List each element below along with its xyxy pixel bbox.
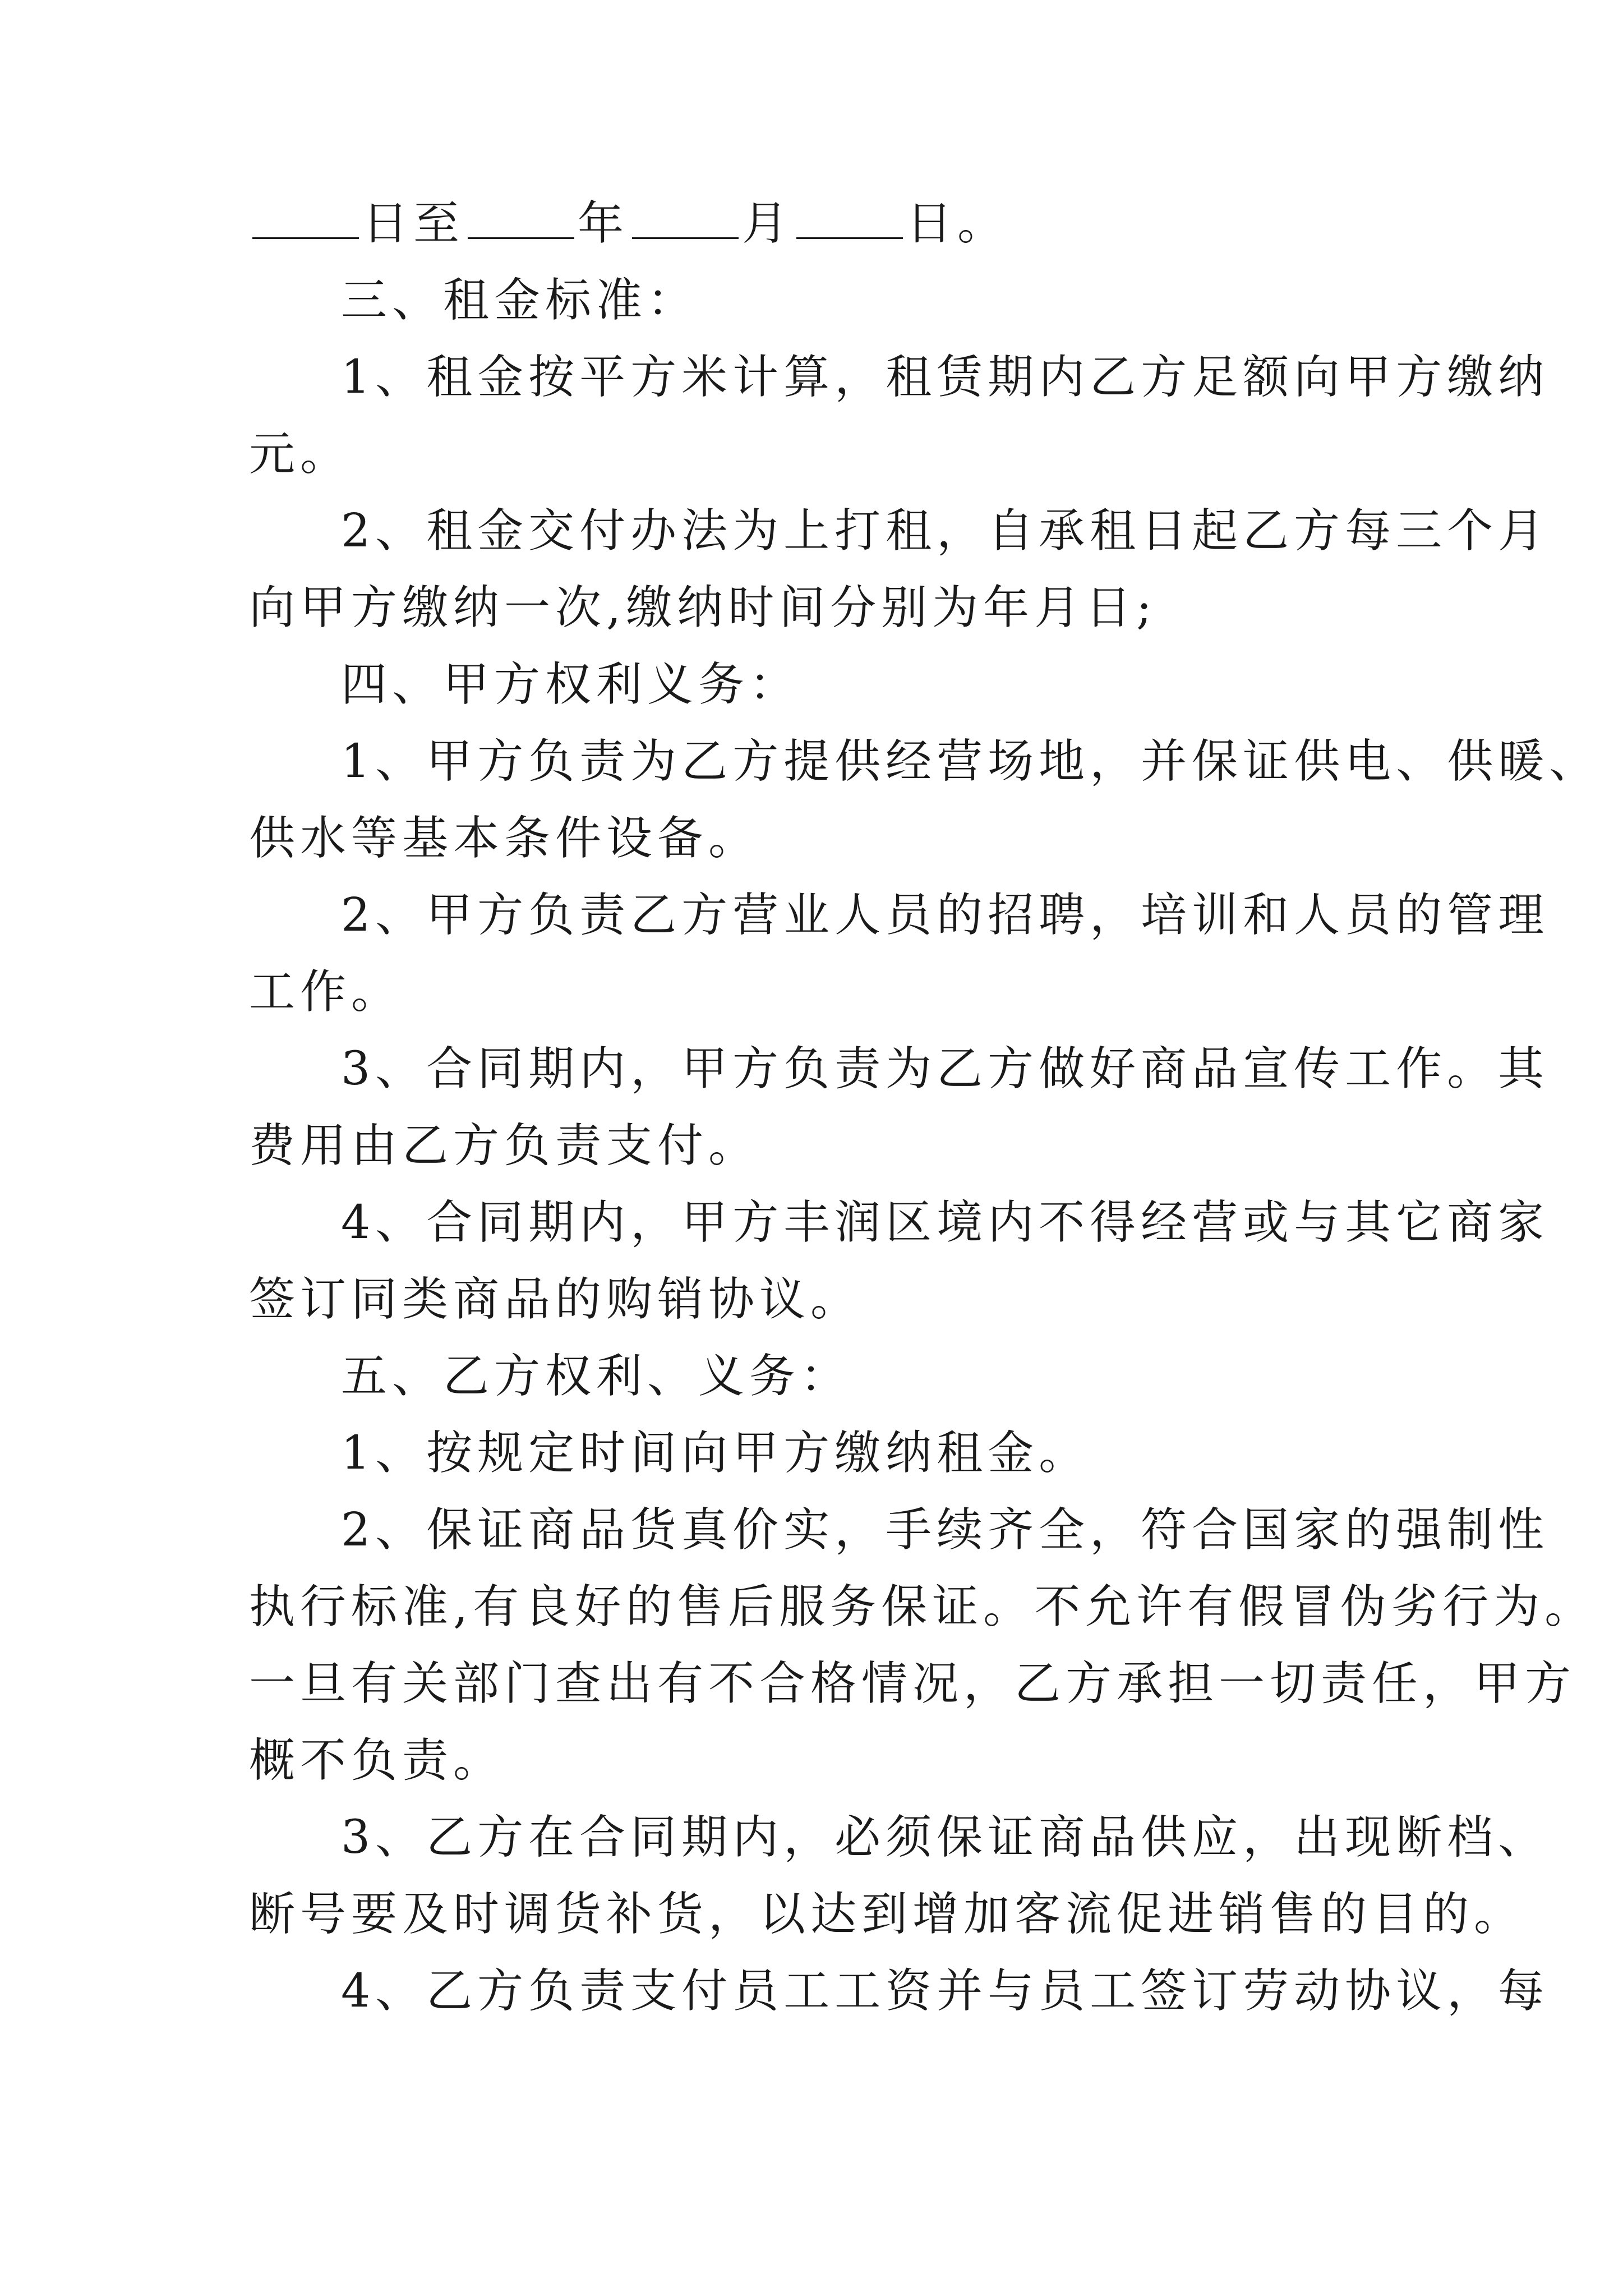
paragraph-lines — [249, 262, 1601, 2030]
text-line: 2、甲方负责乙方营业人员的招聘，培训和人员的管理 — [341, 889, 1550, 942]
text-line: 供水等基本条件设备。 — [249, 812, 760, 865]
text-line: 四、甲方权利义务： — [341, 658, 801, 711]
date-segment-year: 年 — [578, 197, 629, 250]
text-line: 2、租金交付办法为上打租，自承租日起乙方每三个月 — [341, 504, 1550, 558]
text-line: 断号要及时调货补货，以达到增加客流促进销售的目的。 — [249, 1888, 1525, 1941]
date-segment-day-end: 日。 — [906, 197, 1009, 250]
text-line: 费用由乙方负责支付。 — [249, 1119, 760, 1172]
text-line: 执行标准,有良好的售后服务保证。不允许有假冒伪劣行为。 — [249, 1580, 1596, 1634]
text-line: 3、合同期内，甲方负责为乙方做好商品宣传工作。其 — [341, 1042, 1550, 1096]
blank-field — [252, 198, 359, 239]
blank-field — [796, 198, 903, 239]
contract-body — [249, 185, 1601, 2030]
text-line: 三、租金标准： — [341, 274, 699, 327]
text-line: 1、甲方负责为乙方提供经营场地，并保证供电、供暖、 — [341, 735, 1601, 788]
text-line: 向甲方缴纳一次,缴纳时间分别为年月日; — [249, 581, 1157, 634]
text-line: 五、乙方权利、义务： — [341, 1350, 852, 1403]
blank-field — [632, 198, 739, 239]
blank-field — [468, 198, 574, 239]
text-line: 4、合同期内，甲方丰润区境内不得经营或与其它商家 — [341, 1196, 1550, 1249]
text-line: 1、按规定时间向甲方缴纳租金。 — [341, 1427, 1090, 1480]
text-line: 3、乙方在合同期内，必须保证商品供应，出现断档、 — [341, 1811, 1550, 1864]
text-line: 4、乙方负责支付员工工资并与员工签订劳动协议，每 — [341, 1964, 1550, 2018]
text-line: 签订同类商品的购销协议。 — [249, 1273, 862, 1326]
date-segment-month: 月 — [742, 197, 794, 250]
text-line: 1、租金按平方米计算，租赁期内乙方足额向甲方缴纳 — [341, 351, 1550, 404]
date-segment-day-to: 日至 — [362, 197, 465, 250]
text-line: 元。 — [249, 427, 352, 481]
text-line: 概不负责。 — [249, 1734, 505, 1787]
date-range-line — [249, 185, 1393, 262]
text-line: 工作。 — [249, 965, 403, 1019]
text-line: 一旦有关部门查出有不合格情况，乙方承担一切责任，甲方 — [249, 1657, 1576, 1710]
text-line: 2、保证商品货真价实，手续齐全，符合国家的强制性 — [341, 1503, 1550, 1557]
